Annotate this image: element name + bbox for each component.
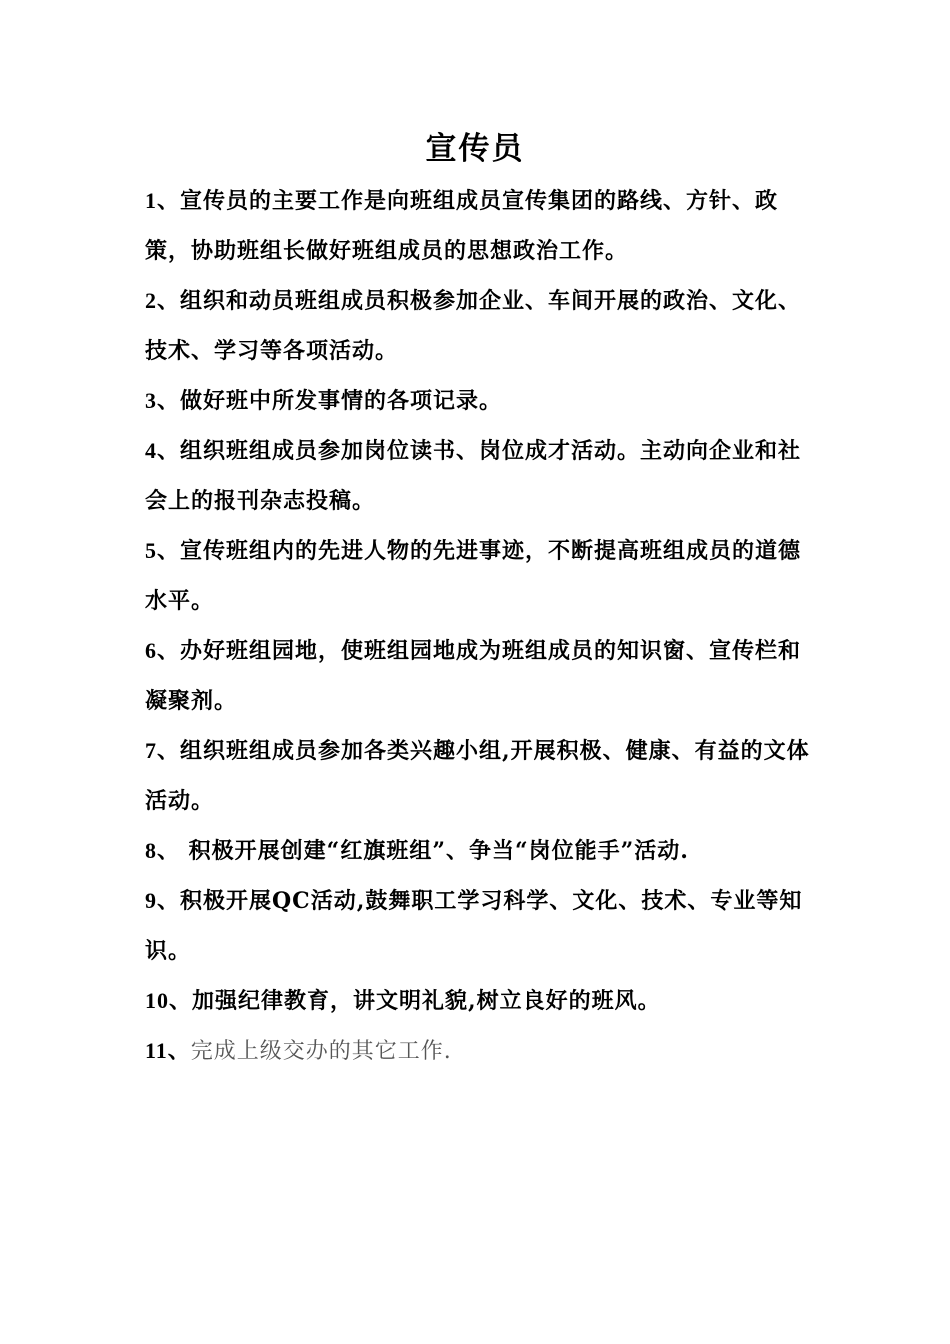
item-text: 积极开展创建“红旗班组”、争当“岗位能手”活动. bbox=[180, 838, 689, 864]
list-item bbox=[145, 826, 817, 876]
item-text: 宣传班组内的先进人物的先进事迹，不断提高班组成员的道德水平。 bbox=[145, 538, 802, 614]
list-item bbox=[145, 726, 817, 826]
item-number: 3、 bbox=[145, 388, 181, 413]
item-number: 7、 bbox=[145, 738, 181, 763]
list-item bbox=[145, 376, 817, 426]
item-text: 组织班组成员参加各类兴趣小组,开展积极、健康、有益的文体活动。 bbox=[145, 738, 810, 814]
list-item bbox=[145, 976, 817, 1026]
list-item bbox=[145, 1026, 817, 1077]
item-text: 组织班组成员参加岗位读书、岗位成才活动。主动向企业和社会上的报刊杂志投稿。 bbox=[145, 438, 802, 514]
item-number: 11、 bbox=[145, 1038, 191, 1063]
list-item bbox=[145, 426, 817, 526]
list-item bbox=[145, 176, 817, 276]
list-item bbox=[145, 276, 817, 376]
item-text: 加强纪律教育，讲文明礼貌,树立良好的班风。 bbox=[192, 988, 661, 1014]
item-text: 宣传员的主要工作是向班组成员宣传集团的路线、方针、政策，协助班组长做好班组成员的思想政治工作。 bbox=[145, 188, 779, 264]
item-number: 6、 bbox=[145, 638, 181, 663]
list-item bbox=[145, 526, 817, 626]
item-text: 组织和动员班组成员积极参加企业、车间开展的政治、文化、技术、学习等各项活动。 bbox=[145, 288, 802, 364]
item-number: 4、 bbox=[145, 438, 181, 463]
item-number: 1、 bbox=[145, 188, 181, 213]
item-text: 办好班组园地，使班组园地成为班组成员的知识窗、宣传栏和凝聚剂。 bbox=[145, 638, 802, 714]
item-text: 完成上级交办的其它工作. bbox=[190, 1039, 452, 1064]
duty-list bbox=[145, 176, 817, 1077]
item-text: 做好班中所发事情的各项记录。 bbox=[180, 388, 503, 414]
item-number: 9、 bbox=[145, 888, 181, 913]
item-text: 积极开展QC活动,鼓舞职工学习科学、文化、技术、专业等知识。 bbox=[145, 888, 803, 964]
list-item bbox=[145, 626, 817, 726]
item-number: 10、 bbox=[145, 988, 193, 1013]
item-number: 5、 bbox=[145, 538, 181, 563]
list-item bbox=[145, 876, 817, 976]
item-number: 8、 bbox=[145, 838, 181, 863]
item-number: 2、 bbox=[145, 288, 181, 313]
document-title: 宣传员 bbox=[425, 131, 525, 167]
